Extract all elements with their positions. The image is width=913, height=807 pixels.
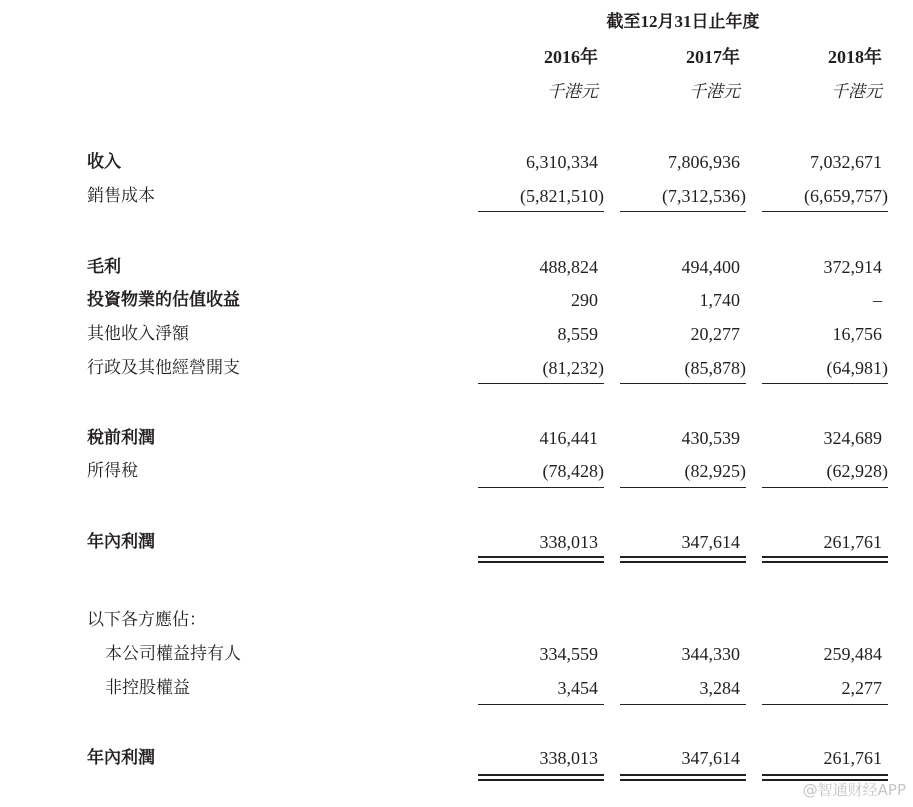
subtotal-rule xyxy=(620,383,746,384)
value-2017: 344,330 xyxy=(681,644,740,664)
total-double-rule xyxy=(478,774,604,776)
value-2017: (7,312,536) xyxy=(662,186,746,206)
value-2018: 324,689 xyxy=(823,428,882,448)
value-2017: 347,614 xyxy=(681,532,740,552)
row-gross-profit xyxy=(0,256,913,278)
total-double-rule xyxy=(478,561,604,563)
subtotal-rule xyxy=(478,383,604,384)
subtotal-rule xyxy=(762,487,888,488)
value-2018: 7,032,671 xyxy=(810,152,882,172)
row-label: 本公司權益持有人 xyxy=(105,644,241,664)
unit-label-2016: 千港元 xyxy=(547,82,598,101)
value-2018: 2,277 xyxy=(841,678,882,698)
row-label: 所得稅 xyxy=(87,461,138,481)
value-2016: 334,559 xyxy=(539,644,598,664)
unit-label-2018: 千港元 xyxy=(831,82,882,101)
value-2018: 16,756 xyxy=(832,324,882,344)
subtotal-rule xyxy=(478,704,604,705)
row-label: 毛利 xyxy=(87,257,121,277)
value-2017: 494,400 xyxy=(681,257,740,277)
total-double-rule xyxy=(478,779,604,781)
row-label: 投資物業的估值收益 xyxy=(87,290,240,310)
subtotal-rule xyxy=(620,211,746,212)
value-2016: 338,013 xyxy=(539,532,598,552)
total-double-rule xyxy=(620,556,746,558)
total-double-rule xyxy=(620,561,746,563)
row-label: 非控股權益 xyxy=(105,678,190,698)
row-equity-holders xyxy=(0,643,913,665)
watermark: @智通财经APP xyxy=(802,781,906,799)
total-double-rule xyxy=(478,556,604,558)
row-non-controlling-interests xyxy=(0,677,913,699)
row-label: 收入 xyxy=(87,152,121,172)
value-2018: 261,761 xyxy=(823,532,882,552)
row-profit-for-year-total xyxy=(0,747,913,769)
subtotal-rule xyxy=(478,487,604,488)
row-investment-property-gain xyxy=(0,289,913,311)
subtotal-rule xyxy=(762,383,888,384)
subtotal-rule xyxy=(620,704,746,705)
total-double-rule xyxy=(762,556,888,558)
unit-header-row xyxy=(0,81,913,103)
value-2016: 6,310,334 xyxy=(526,152,598,172)
row-label: 其他收入淨額 xyxy=(87,324,189,344)
period-header: 截至12月31日止年度 xyxy=(606,12,760,31)
row-label: 銷售成本 xyxy=(87,186,155,206)
value-2016: (5,821,510) xyxy=(520,186,604,206)
subtotal-rule xyxy=(762,211,888,212)
row-attributable-heading xyxy=(0,609,913,631)
row-label: 年內利潤 xyxy=(87,748,155,768)
unit-label-2017: 千港元 xyxy=(689,82,740,101)
value-2018: (62,928) xyxy=(826,461,888,481)
value-2017: 1,740 xyxy=(699,290,740,310)
year-header-2018: 2018年 xyxy=(828,47,882,67)
value-2018: 261,761 xyxy=(823,748,882,768)
year-header-2017: 2017年 xyxy=(686,47,740,67)
year-header-2016: 2016年 xyxy=(544,47,598,67)
value-2018: (6,659,757) xyxy=(804,186,888,206)
row-label: 以下各方應佔： xyxy=(87,610,206,630)
value-2018: 259,484 xyxy=(823,644,882,664)
row-cost-of-sales xyxy=(0,185,913,207)
value-2016: 8,559 xyxy=(557,324,598,344)
value-2018: (64,981) xyxy=(826,358,888,378)
total-double-rule xyxy=(620,774,746,776)
value-2017: 347,614 xyxy=(681,748,740,768)
value-2017: 430,539 xyxy=(681,428,740,448)
row-label: 行政及其他經營開支 xyxy=(87,358,240,378)
row-profit-before-tax xyxy=(0,427,913,449)
value-2017: (85,878) xyxy=(684,358,746,378)
value-2017: 3,284 xyxy=(699,678,740,698)
row-label: 年內利潤 xyxy=(87,532,155,552)
subtotal-rule xyxy=(762,704,888,705)
total-double-rule xyxy=(762,774,888,776)
row-profit-for-year xyxy=(0,531,913,553)
value-2016: 488,824 xyxy=(539,257,598,277)
value-2017: 20,277 xyxy=(690,324,740,344)
subtotal-rule xyxy=(478,211,604,212)
row-label: 稅前利潤 xyxy=(87,428,155,448)
value-2017: 7,806,936 xyxy=(668,152,740,172)
year-header-row xyxy=(0,46,913,68)
row-admin-expenses xyxy=(0,357,913,379)
value-2016: 416,441 xyxy=(539,428,598,448)
subtotal-rule xyxy=(620,487,746,488)
value-2016: (81,232) xyxy=(542,358,604,378)
value-2016: 338,013 xyxy=(539,748,598,768)
total-double-rule xyxy=(620,779,746,781)
value-2017: (82,925) xyxy=(684,461,746,481)
value-2016: (78,428) xyxy=(542,461,604,481)
value-2018: – xyxy=(873,290,882,310)
value-2016: 3,454 xyxy=(557,678,598,698)
row-other-income-net xyxy=(0,323,913,345)
value-2016: 290 xyxy=(571,290,598,310)
total-double-rule xyxy=(762,561,888,563)
row-revenue xyxy=(0,151,913,173)
row-income-tax xyxy=(0,460,913,482)
value-2018: 372,914 xyxy=(823,257,882,277)
